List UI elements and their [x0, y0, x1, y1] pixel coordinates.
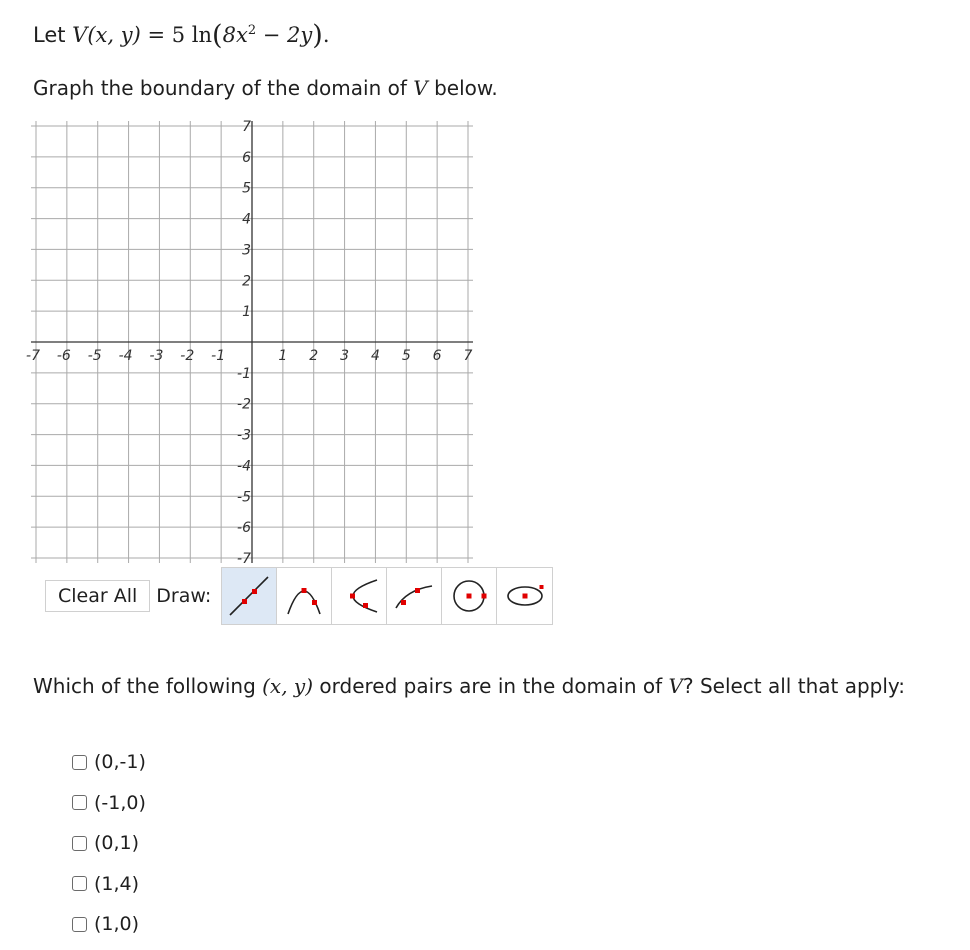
line-tool-button[interactable]	[222, 568, 277, 624]
option-row[interactable]	[72, 904, 146, 945]
y-tick-label: -3	[237, 427, 251, 444]
x-tick-label: -6	[56, 348, 71, 364]
parabola-tool-icon	[282, 574, 326, 618]
option-row[interactable]	[72, 783, 146, 824]
x-tick-label: -2	[180, 348, 195, 364]
function-name: V	[72, 23, 88, 47]
curve-tool-icon	[392, 574, 436, 618]
x-tick-label: -5	[87, 348, 102, 364]
option-label[interactable]: (0,-1)	[94, 751, 146, 774]
circle-tool-button[interactable]	[442, 568, 497, 624]
x-tick-label: -1	[211, 348, 226, 364]
inner-term-b: − 2y	[256, 23, 313, 47]
option-label[interactable]: (-1,0)	[94, 791, 146, 814]
question-pair: (x, y)	[262, 674, 314, 698]
period: .	[322, 23, 330, 47]
y-tick-label: 3	[242, 242, 251, 259]
option-label[interactable]: (0,1)	[94, 832, 140, 855]
y-tick-label: -7	[237, 551, 251, 567]
y-tick-label: -1	[237, 365, 251, 382]
question-prefix: Which of the following	[33, 674, 256, 698]
y-tick-label: 1	[242, 304, 251, 321]
x-tick-label: -4	[118, 348, 133, 364]
answer-options	[72, 742, 146, 945]
x-tick-label: 7	[463, 348, 473, 364]
y-tick-label: -2	[237, 396, 251, 413]
circle-tool-icon	[447, 574, 491, 618]
function-expression	[72, 20, 330, 51]
x-tick-label: 4	[370, 348, 380, 364]
curve-tool-button[interactable]	[387, 568, 442, 624]
checkbox[interactable]	[72, 917, 87, 932]
paren-close: )	[312, 20, 323, 51]
checkbox[interactable]	[72, 836, 87, 851]
instruction-body: Graph the boundary of the domain of	[33, 76, 407, 100]
checkbox[interactable]	[72, 876, 87, 891]
question-text	[33, 674, 905, 698]
x-tick-label: -7	[26, 348, 40, 364]
function-args: (x, y)	[87, 23, 141, 47]
x-tick-label: 6	[432, 348, 442, 364]
y-tick-label: 2	[242, 273, 251, 290]
inner-exponent: 2	[247, 23, 257, 38]
parabola-tool-button[interactable]	[277, 568, 332, 624]
option-row[interactable]	[72, 742, 146, 783]
clear-all-button[interactable]: Clear All	[45, 580, 150, 612]
option-label[interactable]: (1,0)	[94, 913, 140, 936]
function-definition	[33, 20, 330, 51]
y-tick-label: 4	[242, 211, 251, 228]
x-tick-label: 3	[340, 348, 350, 364]
function-equals: = 5 ln	[147, 23, 213, 47]
instruction-end: below.	[434, 76, 498, 100]
checkbox[interactable]	[72, 755, 87, 770]
x-tick-label: 1	[278, 348, 288, 364]
question-var: V	[668, 674, 683, 698]
option-row[interactable]	[72, 823, 146, 864]
y-tick-label: -6	[237, 520, 251, 537]
paren-open: (	[212, 20, 223, 51]
x-tick-label: -3	[149, 348, 164, 364]
draw-label: Draw:	[156, 585, 212, 607]
ellipse-tool-button[interactable]	[497, 568, 552, 624]
draw-tools	[221, 567, 553, 625]
question-suffix: ? Select all that apply:	[682, 674, 906, 698]
graph-canvas[interactable]	[26, 119, 474, 567]
y-tick-label: -5	[237, 489, 251, 506]
sideways-parabola-tool-icon	[337, 574, 381, 618]
let-word: Let	[33, 23, 66, 47]
y-tick-label: 6	[242, 149, 251, 166]
instruction-var: V	[413, 76, 428, 100]
x-tick-label: 2	[309, 348, 319, 364]
line-tool-icon	[227, 574, 271, 618]
y-tick-label: 5	[242, 180, 251, 197]
ellipse-tool-icon	[503, 574, 547, 618]
y-tick-label: 7	[242, 119, 251, 135]
question-middle: ordered pairs are in the domain of	[319, 674, 663, 698]
checkbox[interactable]	[72, 795, 87, 810]
draw-toolbar	[45, 567, 553, 625]
sideways-parabola-tool-button[interactable]	[332, 568, 387, 624]
instruction-text	[33, 76, 498, 100]
inner-term-a: 8x	[222, 23, 248, 47]
x-tick-label: 5	[401, 348, 411, 364]
option-row[interactable]	[72, 864, 146, 905]
option-label[interactable]: (1,4)	[94, 872, 140, 895]
y-tick-label: -4	[237, 458, 251, 475]
